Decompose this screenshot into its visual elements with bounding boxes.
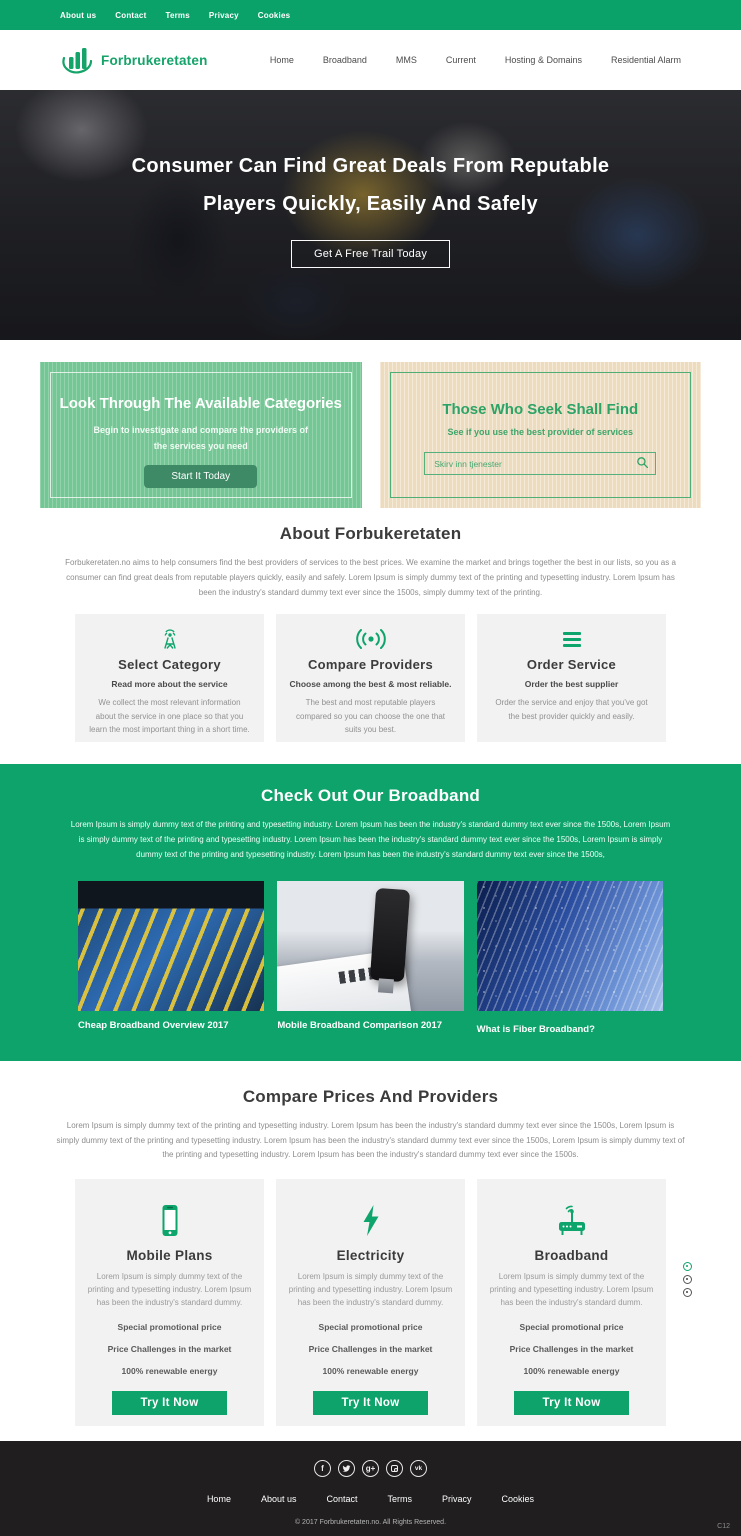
broadband-body: Lorem Ipsum is simply dummy text of the printing and typesetting industry. Lorem Ipsum has been the industry's standard dummy text ever since the 1500s, Lorem Ipsum is simply dummy text of the printing and typesetting industry. Lorem Ipsum has been the industry's standard dummy text ever since the 1500s, Lorem Ipsum is simply dummy text of the printing and typesetting industry. Lorem Ipsum has been the industry's standard dummy text ever since the 1500s, [70,820,671,859]
about-card-body: We collect the most relevant information about the service in one place so that you learn the most important thing in a short time. [89,698,250,734]
brand-logo[interactable] [60,45,208,75]
about-card-compare-providers [276,614,465,742]
footer-link-home[interactable]: Home [206,1494,231,1505]
broadband-article-caption[interactable]: Cheap Broadband Overview 2017 [78,1019,229,1031]
router-icon [477,1203,666,1237]
broadband-article-cheap-overview[interactable] [78,881,264,1035]
free-trial-button[interactable]: Get A Free Trail Today [291,240,450,268]
about-card-title: Select Category [118,657,221,673]
pricing-feature: 100% renewable energy [322,1365,419,1376]
hero-title: Consumer Can Find Great Deals From Reputable Players Quickly, Easily And Safely [131,155,610,215]
try-it-now-button-electricity[interactable]: Try It Now [313,1391,428,1415]
hero-banner [0,90,741,340]
categories-box-subtitle: Begin to investigate and compare the providers of the services you need [93,425,309,452]
topbar-link-contact[interactable]: Contact [115,10,147,20]
about-card-title: Compare Providers [307,657,434,673]
topbar-link-privacy[interactable]: Privacy [208,10,239,20]
usb-dongle-shape [370,888,410,982]
broadband-article-mobile-comparison[interactable] [277,881,463,1035]
search-box-title: Those Who Seek Shall Find [442,401,639,418]
footer-link-privacy[interactable]: Privacy [442,1494,472,1505]
facebook-icon[interactable]: f [314,1460,331,1477]
footer-links-row [0,1494,741,1504]
site-footer [0,1441,741,1536]
compare-title: Compare Prices And Providers [242,1086,499,1106]
list-bars-icon [477,627,666,651]
signal-waves-icon [276,627,465,651]
dot-nav-item-3[interactable] [683,1288,692,1297]
main-nav [241,55,681,65]
broadband-title: Check Out Our Broadband [260,786,480,806]
lightning-bolt-icon [276,1203,465,1237]
about-section [0,508,741,764]
corner-label: C12 [717,1523,730,1531]
about-card-order-service [477,614,666,742]
pricing-card-mobile-plans [75,1179,264,1426]
pricing-feature: Special promotional price [318,1321,423,1332]
about-card-body: Order the service and enjoy that you've got the best provider quickly and easily. [495,698,648,721]
compare-body: Lorem Ipsum is simply dummy text of the printing and typesetting industry. Lorem Ipsum has been the industry's standard dummy text ever since the 1500s, Lorem Ipsum is simply dummy text of the printing and typesetting industry. Lorem Ipsum has been the industry's standard dummy text ever since the 1500s, Lorem Ipsum is simply dummy text of the printing and typesetting industry. Lorem Ipsum has been the industry's standard dummy text ever since the 1500s. [56,1120,685,1160]
broadband-article-caption[interactable]: Mobile Broadband Comparison 2017 [277,1019,443,1031]
instagram-icon[interactable] [386,1460,403,1477]
nav-mms[interactable]: MMS [395,55,417,65]
compare-section [0,1061,741,1426]
copyright-text: © 2017 Forbrukeretaten.no. All Rights Reserved. [294,1519,447,1527]
footer-link-terms[interactable]: Terms [387,1494,413,1505]
pricing-card-broadband [477,1179,666,1426]
mobile-phone-icon [75,1203,264,1237]
pricing-card-body: Lorem Ipsum is simply dummy text of the printing and typesetting industry. Lorem Ipsum has been the industry's standard dummy. [288,1272,453,1307]
about-card-subtitle: Choose among the best & most reliable. [289,679,452,690]
about-card-body: The best and most reputable players compared so you can choose the one that suits you best. [296,698,445,734]
try-it-now-button-broadband[interactable]: Try It Now [514,1391,629,1415]
pricing-feature: Price Challenges in the market [107,1343,232,1354]
broadcast-tower-icon [75,627,264,651]
search-box-subtitle: See if you use the best provider of services [447,427,634,437]
topbar-link-about-us[interactable]: About us [60,10,97,20]
pricing-card-title: Electricity [336,1248,405,1264]
nav-broadband[interactable]: Broadband [322,55,367,65]
about-title: About Forbukeretaten [279,524,462,543]
pricing-feature: Price Challenges in the market [308,1343,433,1354]
about-card-select-category [75,614,264,742]
network-switch-photo [78,881,264,1011]
start-it-today-button[interactable]: Start It Today [144,465,257,488]
fiber-optics-photo [477,881,663,1011]
broadband-article-fiber[interactable] [477,881,663,1035]
dot-nav-item-2[interactable] [683,1275,692,1284]
about-card-title: Order Service [526,657,617,673]
about-cards-row [0,600,741,764]
nav-residential-alarm[interactable]: Residential Alarm [610,55,681,65]
pricing-card-title: Mobile Plans [126,1248,213,1264]
utility-topbar [0,0,741,30]
nav-hosting-domains[interactable]: Hosting & Domains [504,55,582,65]
try-it-now-button-mobile[interactable]: Try It Now [112,1391,227,1415]
topbar-link-cookies[interactable]: Cookies [257,10,291,20]
page-dot-nav [683,1262,692,1297]
broadband-section [0,764,741,1060]
dot-nav-item-1[interactable] [683,1262,692,1271]
topbar-link-terms[interactable]: Terms [165,10,190,20]
about-card-subtitle: Order the best supplier [524,679,619,690]
service-search-input[interactable] [424,452,656,475]
pricing-feature: 100% renewable energy [523,1365,620,1376]
pricing-card-body: Lorem Ipsum is simply dummy text of the printing and typesetting industry. Lorem Ipsum has been the industry's standard dumm. [489,1272,654,1307]
pricing-card-electricity [276,1179,465,1426]
nav-current[interactable]: Current [445,55,476,65]
site-header [0,30,741,90]
magnifier-icon[interactable] [636,456,649,469]
social-icons-row [0,1460,741,1477]
pricing-feature: Special promotional price [117,1321,222,1332]
pricing-card-body: Lorem Ipsum is simply dummy text of the printing and typesetting industry. Lorem Ipsum has been the industry's standard dummy. [87,1272,252,1307]
footer-link-contact[interactable]: Contact [326,1494,358,1505]
about-body: Forbukeretaten.no aims to help consumers find the best providers of services to the best prices. We examine the market and brings together the best in our lists, so you as a consumer can find great deals from reputable players quickly, easily and safely. Lorem Ipsum is simply dummy text of the printing and typesetting industry. Lorem Ipsum has been the industry's standard dummy text ever since the 1500s, simply dummy text of the printing. [65,558,676,597]
categories-promo-box [40,362,362,508]
search-promo-box [380,362,702,508]
footer-link-cookies[interactable]: Cookies [501,1494,535,1505]
pricing-cards-row [0,1163,741,1426]
usb-dongle-photo [277,881,463,1011]
bar-chart-logo-icon [60,45,94,75]
broadband-article-caption[interactable]: What is Fiber Broadband? [476,1023,595,1035]
twitter-icon[interactable] [338,1460,355,1477]
footer-link-about-us[interactable]: About us [260,1494,297,1505]
vk-icon[interactable]: vk [410,1460,427,1477]
pricing-feature: Special promotional price [519,1321,624,1332]
nav-home[interactable]: Home [269,55,294,65]
categories-box-title: Look Through The Available Categories [59,395,342,412]
pricing-feature: 100% renewable energy [121,1365,218,1376]
pricing-card-title: Broadband [534,1248,609,1264]
google-plus-icon[interactable]: g+ [362,1460,379,1477]
about-card-subtitle: Read more about the service [111,679,228,690]
brand-name: Forbrukeretaten [101,52,208,68]
pricing-feature: Price Challenges in the market [509,1343,634,1354]
promo-boxes-row [0,340,741,508]
broadband-articles-row [0,863,741,1035]
